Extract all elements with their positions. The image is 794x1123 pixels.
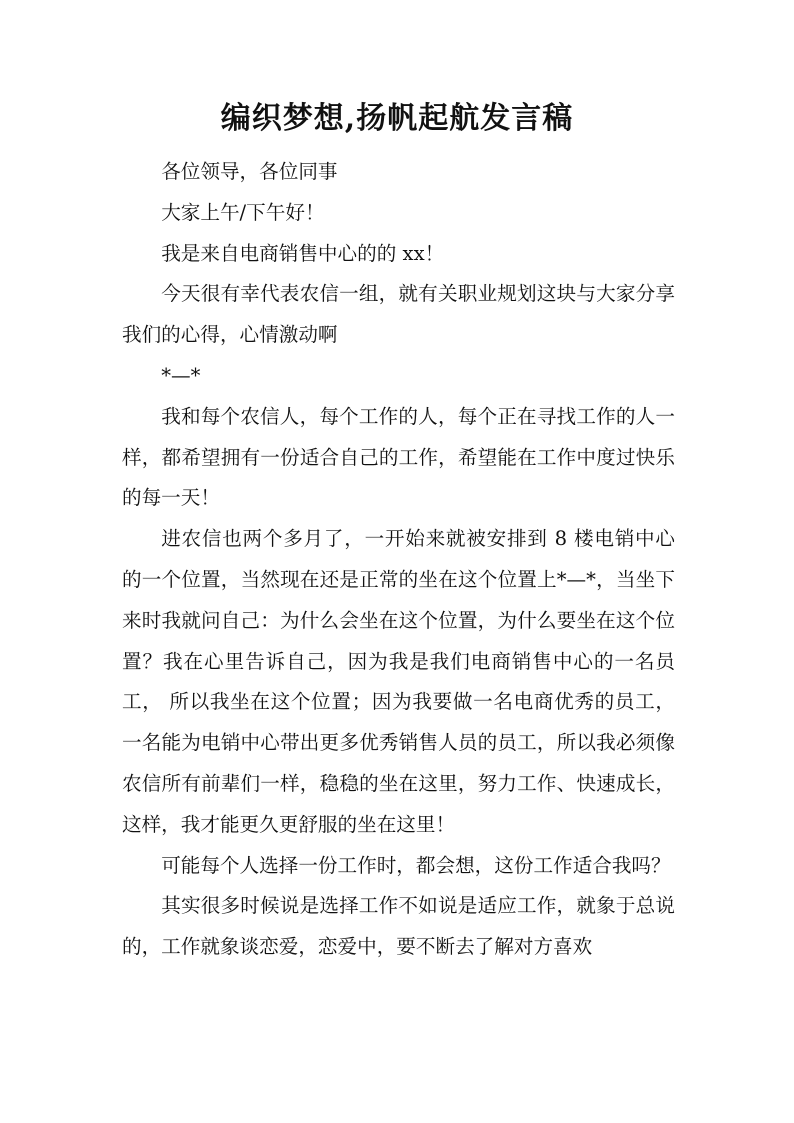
paragraph-separator: *—*: [161, 363, 201, 387]
paragraph-greeting: 各位领导，各位同事: [161, 160, 338, 183]
paragraph-purpose: 今天很有幸代表农信一组，就有关职业规划这块与大家分享我们的心得，心情激动啊: [122, 282, 675, 347]
paragraph-position: 进农信也两个多月了，一开始来就被安排到 8 楼电销中心的一个位置，当然现在还是正常的坐在这个位置上*—*，当坐下来时我就问自己：为什么会坐在这个位置，为什么要坐在这个位置？我在心里告诉自己，因为我是我们电商销售中心的一名员工， 所以我坐在这个位置；因为我要做一名电商优秀的员工，一名能为电销中心带出更多优秀销售人员的员工，所以我必须像农信所有前辈们一样，稳稳的坐在这里，努力工作、快速成长，这样，我才能更久更舒服的坐在这里！: [122, 527, 675, 836]
document-title: 编织梦想,扬帆起航发言稿: [220, 101, 574, 136]
document-body: [122, 152, 675, 968]
paragraph-salutation: 大家上午/下午好！: [161, 200, 325, 224]
paragraph-adapt: 其实很多时候说是选择工作不如说是适应工作，就象于总说的，工作就象谈恋爱，恋爱中，要不断去了解对方喜欢: [122, 894, 675, 959]
paragraph-introduction: 我是来自电商销售中心的的 xx！: [161, 241, 445, 265]
paragraph-question: 可能每个人选择一份工作时，都会想，这份工作适合我吗？: [161, 853, 671, 877]
paragraph-wish: 我和每个农信人，每个工作的人，每个正在寻找工作的人一样，都希望拥有一份适合自己的工作，希望能在工作中度过快乐的每一天！: [122, 404, 675, 510]
